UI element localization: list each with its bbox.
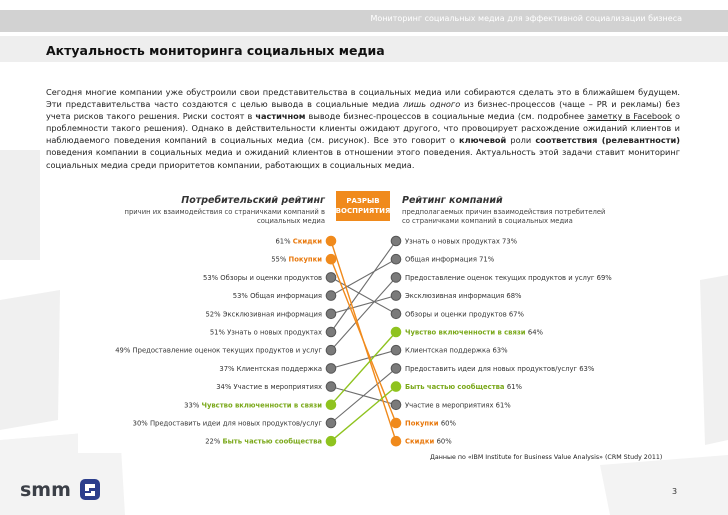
left-item-name: Общая информация <box>250 292 322 301</box>
left-item-pct: 53% <box>203 273 221 282</box>
right-subtitle-line: со страничками компаний в социальных медиа <box>402 217 573 225</box>
left-item-pct: 30% <box>132 419 150 428</box>
left-subtitle-line: причин их взаимодействия со страничками компаний в <box>124 208 325 216</box>
left-item-label <box>133 420 323 428</box>
left-title: Потребительский рейтинг <box>181 195 325 206</box>
left-node <box>326 309 336 319</box>
right-item-pct: 60% <box>436 437 452 446</box>
para-italic: лишь одного <box>403 99 461 110</box>
left-node <box>326 273 336 283</box>
para-text-5: роли <box>506 135 536 146</box>
left-item-label <box>184 401 322 409</box>
left-item-label <box>275 238 322 246</box>
right-item-name: Эксклюзивная информация <box>405 292 507 301</box>
right-item-label <box>405 329 544 337</box>
right-subtitle-line: предполагаемых причин взаимодействия потребителей <box>402 208 606 216</box>
left-item-pct: 51% <box>209 328 228 337</box>
right-node <box>391 291 401 301</box>
right-item-pct: 63% <box>579 364 595 373</box>
left-item-name: Чувство включенности в связи <box>201 401 322 410</box>
right-item-pct: 61% <box>495 401 511 410</box>
right-item-pct: 61% <box>506 383 522 392</box>
left-item-label <box>203 274 322 282</box>
page-number: 3 <box>672 487 678 496</box>
right-item-label <box>405 401 511 409</box>
left-item-label <box>233 292 322 300</box>
right-item-name: Обзоры и оценки продуктов <box>405 310 509 319</box>
left-item-label <box>205 310 322 318</box>
right-node <box>391 327 401 337</box>
left-item-name: Клиентская поддержка <box>236 364 322 373</box>
left-item-pct: 33% <box>184 401 202 410</box>
left-item-pct: 55% <box>271 255 289 264</box>
right-item-name: Клиентская поддержка <box>405 346 493 355</box>
left-node <box>326 400 336 410</box>
left-node <box>326 327 336 337</box>
left-item-name: Эксклюзивная информация <box>222 310 322 319</box>
right-node <box>391 345 401 355</box>
right-item-label <box>405 365 595 373</box>
left-node <box>326 291 336 301</box>
right-item-name: Предоставление оценок текущих продуктов и услуг <box>405 273 597 282</box>
header-text: Мониторинг социальных медиа для эффективной социализации бизнеса <box>370 14 682 23</box>
right-item-pct: 71% <box>479 255 495 264</box>
right-item-label <box>405 310 525 318</box>
left-item-pct: 22% <box>205 437 223 446</box>
left-node <box>326 364 336 374</box>
right-node <box>391 400 401 410</box>
right-node <box>391 436 401 446</box>
link-line <box>331 259 396 295</box>
left-item-label <box>115 347 322 355</box>
right-item-pct: 68% <box>506 292 522 301</box>
para-text-6: поведения компании в социальных медиа и ожиданий клиентов в отношении этого поведения. Актуальность этой задачи ставит мониторинг социальных медиа среди приоритетов компании, работающих в социальных медиа. <box>46 147 680 170</box>
left-item-label <box>271 256 322 264</box>
right-item-name: Предоставить идеи для новых продуктов/услуг <box>405 364 580 373</box>
perception-gap-chart <box>78 188 678 453</box>
left-item-name: Предоставление оценок текущих продуктов и услуг <box>132 346 322 355</box>
link-line <box>331 296 396 314</box>
right-item-pct: 64% <box>527 328 544 337</box>
left-subtitle-line: социальных медиа <box>256 217 325 225</box>
right-node <box>391 309 401 319</box>
left-item-label <box>210 329 322 337</box>
left-item-pct: 49% <box>115 346 133 355</box>
source-note: Данные по «IBM Institute for Business Value Analysis» (CRM Study 2011) <box>430 454 663 461</box>
para-text-3: выводе бизнес-процессов в социальные медиа (см. подробнее <box>305 111 588 122</box>
left-node <box>326 418 336 428</box>
svg-text:smm: smm <box>20 479 71 501</box>
left-item-name: Быть частью сообщества <box>222 437 322 446</box>
para-text-2: из бизнес-процессов (чаще – PR и рекламы) без учета рисков такого решения. Риски состоят в <box>46 99 680 122</box>
right-item-label <box>405 256 495 264</box>
para-bold-relevance: соответствия (релевантности) <box>535 135 680 146</box>
right-node <box>391 273 401 283</box>
gap-badge <box>336 191 390 221</box>
right-item-label <box>405 438 452 446</box>
page-title: Актуальность мониторинга социальных медиа <box>46 43 385 58</box>
left-item-label <box>219 365 322 373</box>
right-item-name: Скидки <box>405 437 437 446</box>
para-bold-key: ключевой <box>459 135 507 146</box>
left-node <box>326 436 336 446</box>
right-item-name: Быть частью сообщества <box>405 383 507 392</box>
right-item-label <box>405 274 612 282</box>
left-item-label <box>205 438 322 446</box>
gap-badge-text: ВОСПРИЯТИЯ <box>335 207 391 215</box>
right-item-name: Чувство включенности в связи <box>405 328 528 337</box>
right-item-pct: 73% <box>502 237 518 246</box>
right-title: Рейтинг компаний <box>402 195 503 206</box>
right-node <box>391 364 401 374</box>
left-node <box>326 236 336 246</box>
right-item-name: Узнать о новых продуктах <box>405 237 503 246</box>
left-item-name: Обзоры и оценки продуктов <box>220 273 322 282</box>
right-item-label <box>405 238 518 246</box>
left-node <box>326 254 336 264</box>
link-line <box>331 350 396 368</box>
body-paragraph <box>46 86 680 171</box>
left-item-pct: 52% <box>205 310 223 319</box>
left-item-pct: 34% <box>216 383 234 392</box>
left-item-pct: 37% <box>219 364 237 373</box>
left-item-pct: 61% <box>275 237 293 246</box>
facebook-note-link[interactable]: заметку в Facebook <box>587 111 672 122</box>
right-node <box>391 418 401 428</box>
left-node <box>326 382 336 392</box>
right-item-label <box>405 347 508 355</box>
right-node <box>391 236 401 246</box>
left-node <box>326 345 336 355</box>
left-item-label <box>216 383 322 391</box>
smm-logo <box>18 474 108 504</box>
right-item-label <box>405 383 523 391</box>
right-item-name: Общая информация <box>405 255 480 264</box>
link-line <box>331 259 396 423</box>
right-item-name: Покупки <box>405 419 441 428</box>
right-item-pct: 69% <box>596 273 612 282</box>
left-item-name: Покупки <box>288 255 322 264</box>
left-item-pct: 53% <box>232 292 251 301</box>
right-node <box>391 382 401 392</box>
left-item-name: Предоставить идеи для новых продуктов/услуг <box>149 419 322 428</box>
para-text-1: Сегодня многие компании уже обустроили свои представительства в социальных медиа или собираются сделать это в ближайшем будущем. Эти представительства часто создаются с целью вывода в социальные медиа <box>46 87 680 110</box>
left-item-name: Узнать о новых продуктах <box>227 328 322 337</box>
para-bold-partial: частичном <box>255 111 306 122</box>
right-item-pct: 67% <box>508 310 524 319</box>
right-node <box>391 254 401 264</box>
gap-badge-text: РАЗРЫВ <box>346 197 380 205</box>
left-item-name: Участие в мероприятиях <box>233 383 322 392</box>
right-item-pct: 63% <box>492 346 508 355</box>
header-bar <box>0 10 728 32</box>
right-item-name: Участие в мероприятиях <box>405 401 496 410</box>
right-item-pct: 60% <box>440 419 456 428</box>
right-item-label <box>405 420 456 428</box>
link-line <box>331 241 396 332</box>
para-text-4: о проблемности такого решения). Однако в действительности клиенты ожидают другого, что провоцирует расхождение ожиданий клиентов и наблюдаемого поведения компаний в социальных медиа (см. рисунок). Все это говорит о <box>46 111 680 146</box>
right-item-label <box>405 292 522 300</box>
left-item-name: Скидки <box>292 237 322 246</box>
